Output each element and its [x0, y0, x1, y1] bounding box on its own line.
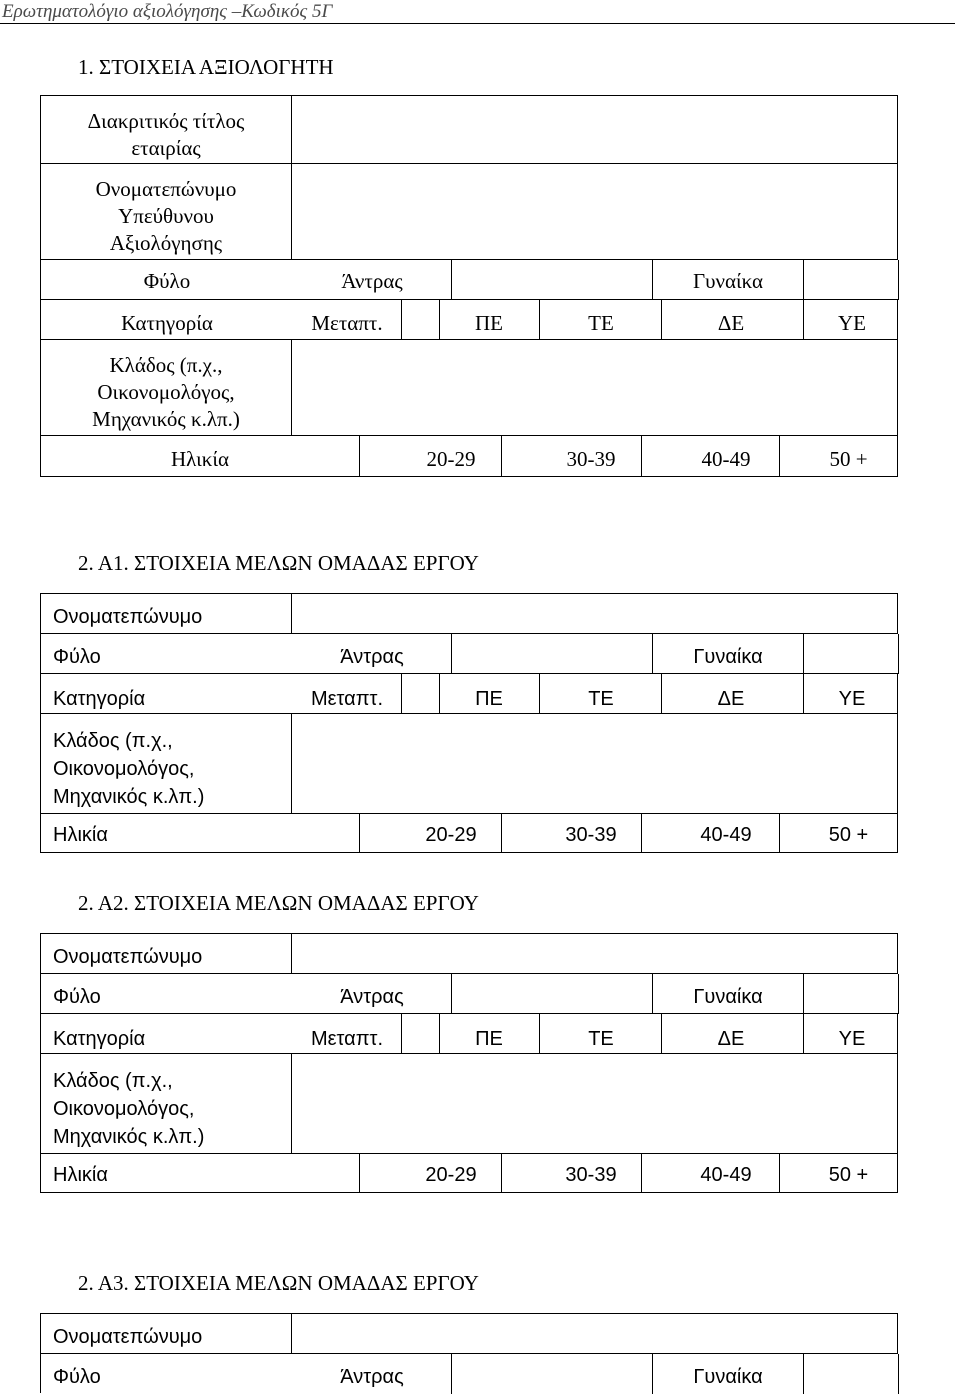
category-postgrad-checkbox[interactable] [401, 300, 439, 340]
category-pe: ΠΕ [475, 311, 503, 335]
branch-label-line-3: Μηχανικός κ.λπ.) [53, 1126, 205, 1148]
branch-label-line-1: Κλάδος (π.χ., [53, 730, 173, 752]
category-de-checkbox[interactable] [803, 1014, 804, 1054]
category-de-checkbox[interactable] [803, 300, 804, 340]
gender-row [40, 973, 898, 1013]
age-30-39: 30-39 [565, 824, 617, 846]
category-de: ΔΕ [717, 688, 745, 710]
gender-female-checkbox[interactable] [803, 1354, 899, 1394]
manager-label-line-1: Ονοματεπώνυμο [95, 177, 237, 201]
manager-label-cell [40, 163, 292, 259]
category-row [40, 1013, 898, 1053]
gender-male-checkbox[interactable] [451, 1354, 653, 1394]
category-de: ΔΕ [717, 311, 745, 335]
age-checkbox-2[interactable] [501, 1154, 502, 1193]
gender-male-checkbox[interactable] [451, 634, 653, 674]
category-te: ΤΕ [588, 688, 614, 710]
category-pe: ΠΕ [475, 1028, 503, 1050]
gender-row [40, 259, 898, 299]
category-pe: ΠΕ [475, 688, 503, 710]
branch-label-line-3: Μηχανικός κ.λπ.) [92, 407, 240, 431]
name-label-cell [40, 593, 292, 633]
category-postgrad-checkbox[interactable] [401, 1014, 402, 1054]
branch-label-line-2: Οικονομολόγος, [97, 380, 235, 404]
category-pe-checkbox[interactable] [539, 300, 540, 340]
category-pe-checkbox[interactable] [539, 1014, 540, 1054]
age-40-49: 40-49 [701, 447, 751, 471]
gender-female-checkbox[interactable] [803, 634, 899, 674]
age-40-49: 40-49 [700, 824, 752, 846]
category-row [40, 673, 898, 713]
age-row [40, 813, 898, 853]
category-te-checkbox[interactable] [661, 674, 662, 714]
gender-female-label: Γυναίκα [692, 269, 764, 293]
category-te-checkbox[interactable] [661, 300, 662, 340]
gender-row [40, 633, 898, 673]
name-label: Ονοματεπώνυμο [53, 1326, 203, 1348]
category-ye: ΥΕ [838, 688, 866, 710]
branch-input[interactable] [292, 339, 898, 435]
age-30-39: 30-39 [566, 447, 616, 471]
age-20-29: 20-29 [425, 1164, 477, 1186]
category-te: ΤΕ [588, 1028, 614, 1050]
age-50-plus: 50 + [828, 1164, 869, 1186]
gender-female-label: Γυναίκα [693, 646, 763, 668]
member-a2-heading: 2. Α2. ΣΤΟΙΧΕΙΑ ΜΕΛΩΝ ΟΜΑΔΑΣ ΕΡΓΟΥ [78, 891, 479, 915]
gender-male-checkbox[interactable] [451, 974, 653, 1014]
category-pe-checkbox[interactable] [539, 674, 540, 714]
age-checkbox-4[interactable] [779, 814, 780, 853]
branch-label-cell [40, 1053, 292, 1153]
branch-label-cell [40, 713, 292, 813]
gender-male-label: Άντρας [340, 646, 404, 668]
age-checkbox-4[interactable] [779, 1154, 780, 1193]
manager-label-line-2: Υπεύθυνου [118, 204, 214, 228]
category-te: ΤΕ [588, 311, 614, 335]
age-checkbox-3[interactable] [641, 436, 642, 477]
gender-female-checkbox[interactable] [803, 260, 899, 300]
gender-female-checkbox[interactable] [803, 974, 899, 1014]
category-te-checkbox[interactable] [661, 1014, 662, 1054]
category-postgrad: Μεταπτ. [310, 1028, 383, 1050]
gender-row [40, 1353, 898, 1393]
age-checkbox-3[interactable] [641, 1154, 642, 1193]
branch-input[interactable] [292, 1053, 898, 1153]
age-20-29: 20-29 [426, 447, 476, 471]
category-de-checkbox[interactable] [803, 674, 804, 714]
category-ye: ΥΕ [838, 311, 866, 335]
name-input[interactable] [292, 933, 898, 973]
age-checkbox-4[interactable] [779, 436, 780, 477]
age-checkbox-2[interactable] [501, 814, 502, 853]
branch-input[interactable] [292, 713, 898, 813]
company-label-line-2: εταιρίας [131, 136, 201, 160]
age-checkbox-1[interactable] [359, 1154, 360, 1193]
category-postgrad: Μεταπτ. [310, 688, 383, 710]
category-de: ΔΕ [717, 1028, 745, 1050]
name-label: Ονοματεπώνυμο [53, 946, 203, 968]
running-header [0, 0, 955, 24]
age-checkbox-2[interactable] [501, 436, 502, 477]
age-row [40, 435, 898, 477]
age-checkbox-1[interactable] [359, 814, 360, 853]
member-a1-heading: 2. Α1. ΣΤΟΙΧΕΙΑ ΜΕΛΩΝ ΟΜΑΔΑΣ ΕΡΓΟΥ [78, 551, 479, 575]
name-input[interactable] [292, 1313, 898, 1353]
branch-label-line-2: Οικονομολόγος, [53, 758, 195, 780]
gender-male-label: Άντρας [340, 1366, 404, 1388]
category-label: Κατηγορία [53, 688, 146, 710]
gender-female-label: Γυναίκα [693, 986, 763, 1008]
name-label-cell [40, 933, 292, 973]
branch-label-line-2: Οικονομολόγος, [53, 1098, 195, 1120]
age-row [40, 1153, 898, 1193]
gender-label: Φύλο [53, 986, 101, 1008]
age-30-39: 30-39 [565, 1164, 617, 1186]
gender-female-label: Γυναίκα [693, 1366, 763, 1388]
gender-label: Φύλο [53, 646, 101, 668]
branch-label-line-1: Κλάδος (π.χ., [109, 353, 223, 377]
category-postgrad-checkbox[interactable] [401, 674, 402, 714]
category-row [40, 299, 898, 339]
company-label-cell [40, 95, 292, 163]
gender-male-label: Άντρας [341, 269, 403, 293]
category-postgrad: Μεταπτ. [311, 311, 383, 335]
member-a3-heading: 2. Α3. ΣΤΟΙΧΕΙΑ ΜΕΛΩΝ ΟΜΑΔΑΣ ΕΡΓΟΥ [78, 1271, 479, 1295]
age-label: Ηλικία [171, 447, 229, 471]
age-20-29: 20-29 [425, 824, 477, 846]
company-label-line-1: Διακριτικός τίτλος [87, 109, 245, 133]
age-label: Ηλικία [53, 1164, 108, 1186]
branch-label-line-3: Μηχανικός κ.λπ.) [53, 786, 205, 808]
name-input[interactable] [292, 593, 898, 633]
company-input[interactable] [292, 95, 898, 163]
age-40-49: 40-49 [700, 1164, 752, 1186]
gender-label: Φύλο [53, 1366, 101, 1388]
branch-label-line-1: Κλάδος (π.χ., [53, 1070, 173, 1092]
section-1-heading: 1. ΣΤΟΙΧΕΙΑ ΑΞΙΟΛΟΓΗΤΗ [78, 55, 334, 79]
gender-label: Φύλο [143, 269, 191, 293]
header-title: Ερωτηματολόγιο αξιολόγησης –Κωδικός 5Γ [2, 1, 333, 22]
gender-male-checkbox[interactable] [451, 260, 653, 300]
branch-label-cell [40, 339, 292, 435]
age-50-plus: 50 + [828, 824, 869, 846]
name-label: Ονοματεπώνυμο [53, 606, 203, 628]
manager-input[interactable] [292, 163, 898, 259]
manager-label-line-3: Αξιολόγησης [109, 231, 223, 255]
category-label: Κατηγορία [121, 311, 213, 335]
name-label-cell [40, 1313, 292, 1353]
age-checkbox-1[interactable] [359, 436, 360, 477]
category-label: Κατηγορία [53, 1028, 146, 1050]
category-ye: ΥΕ [838, 1028, 866, 1050]
age-label: Ηλικία [53, 824, 108, 846]
age-checkbox-3[interactable] [641, 814, 642, 853]
age-50-plus: 50 + [829, 447, 868, 471]
gender-male-label: Άντρας [340, 986, 404, 1008]
